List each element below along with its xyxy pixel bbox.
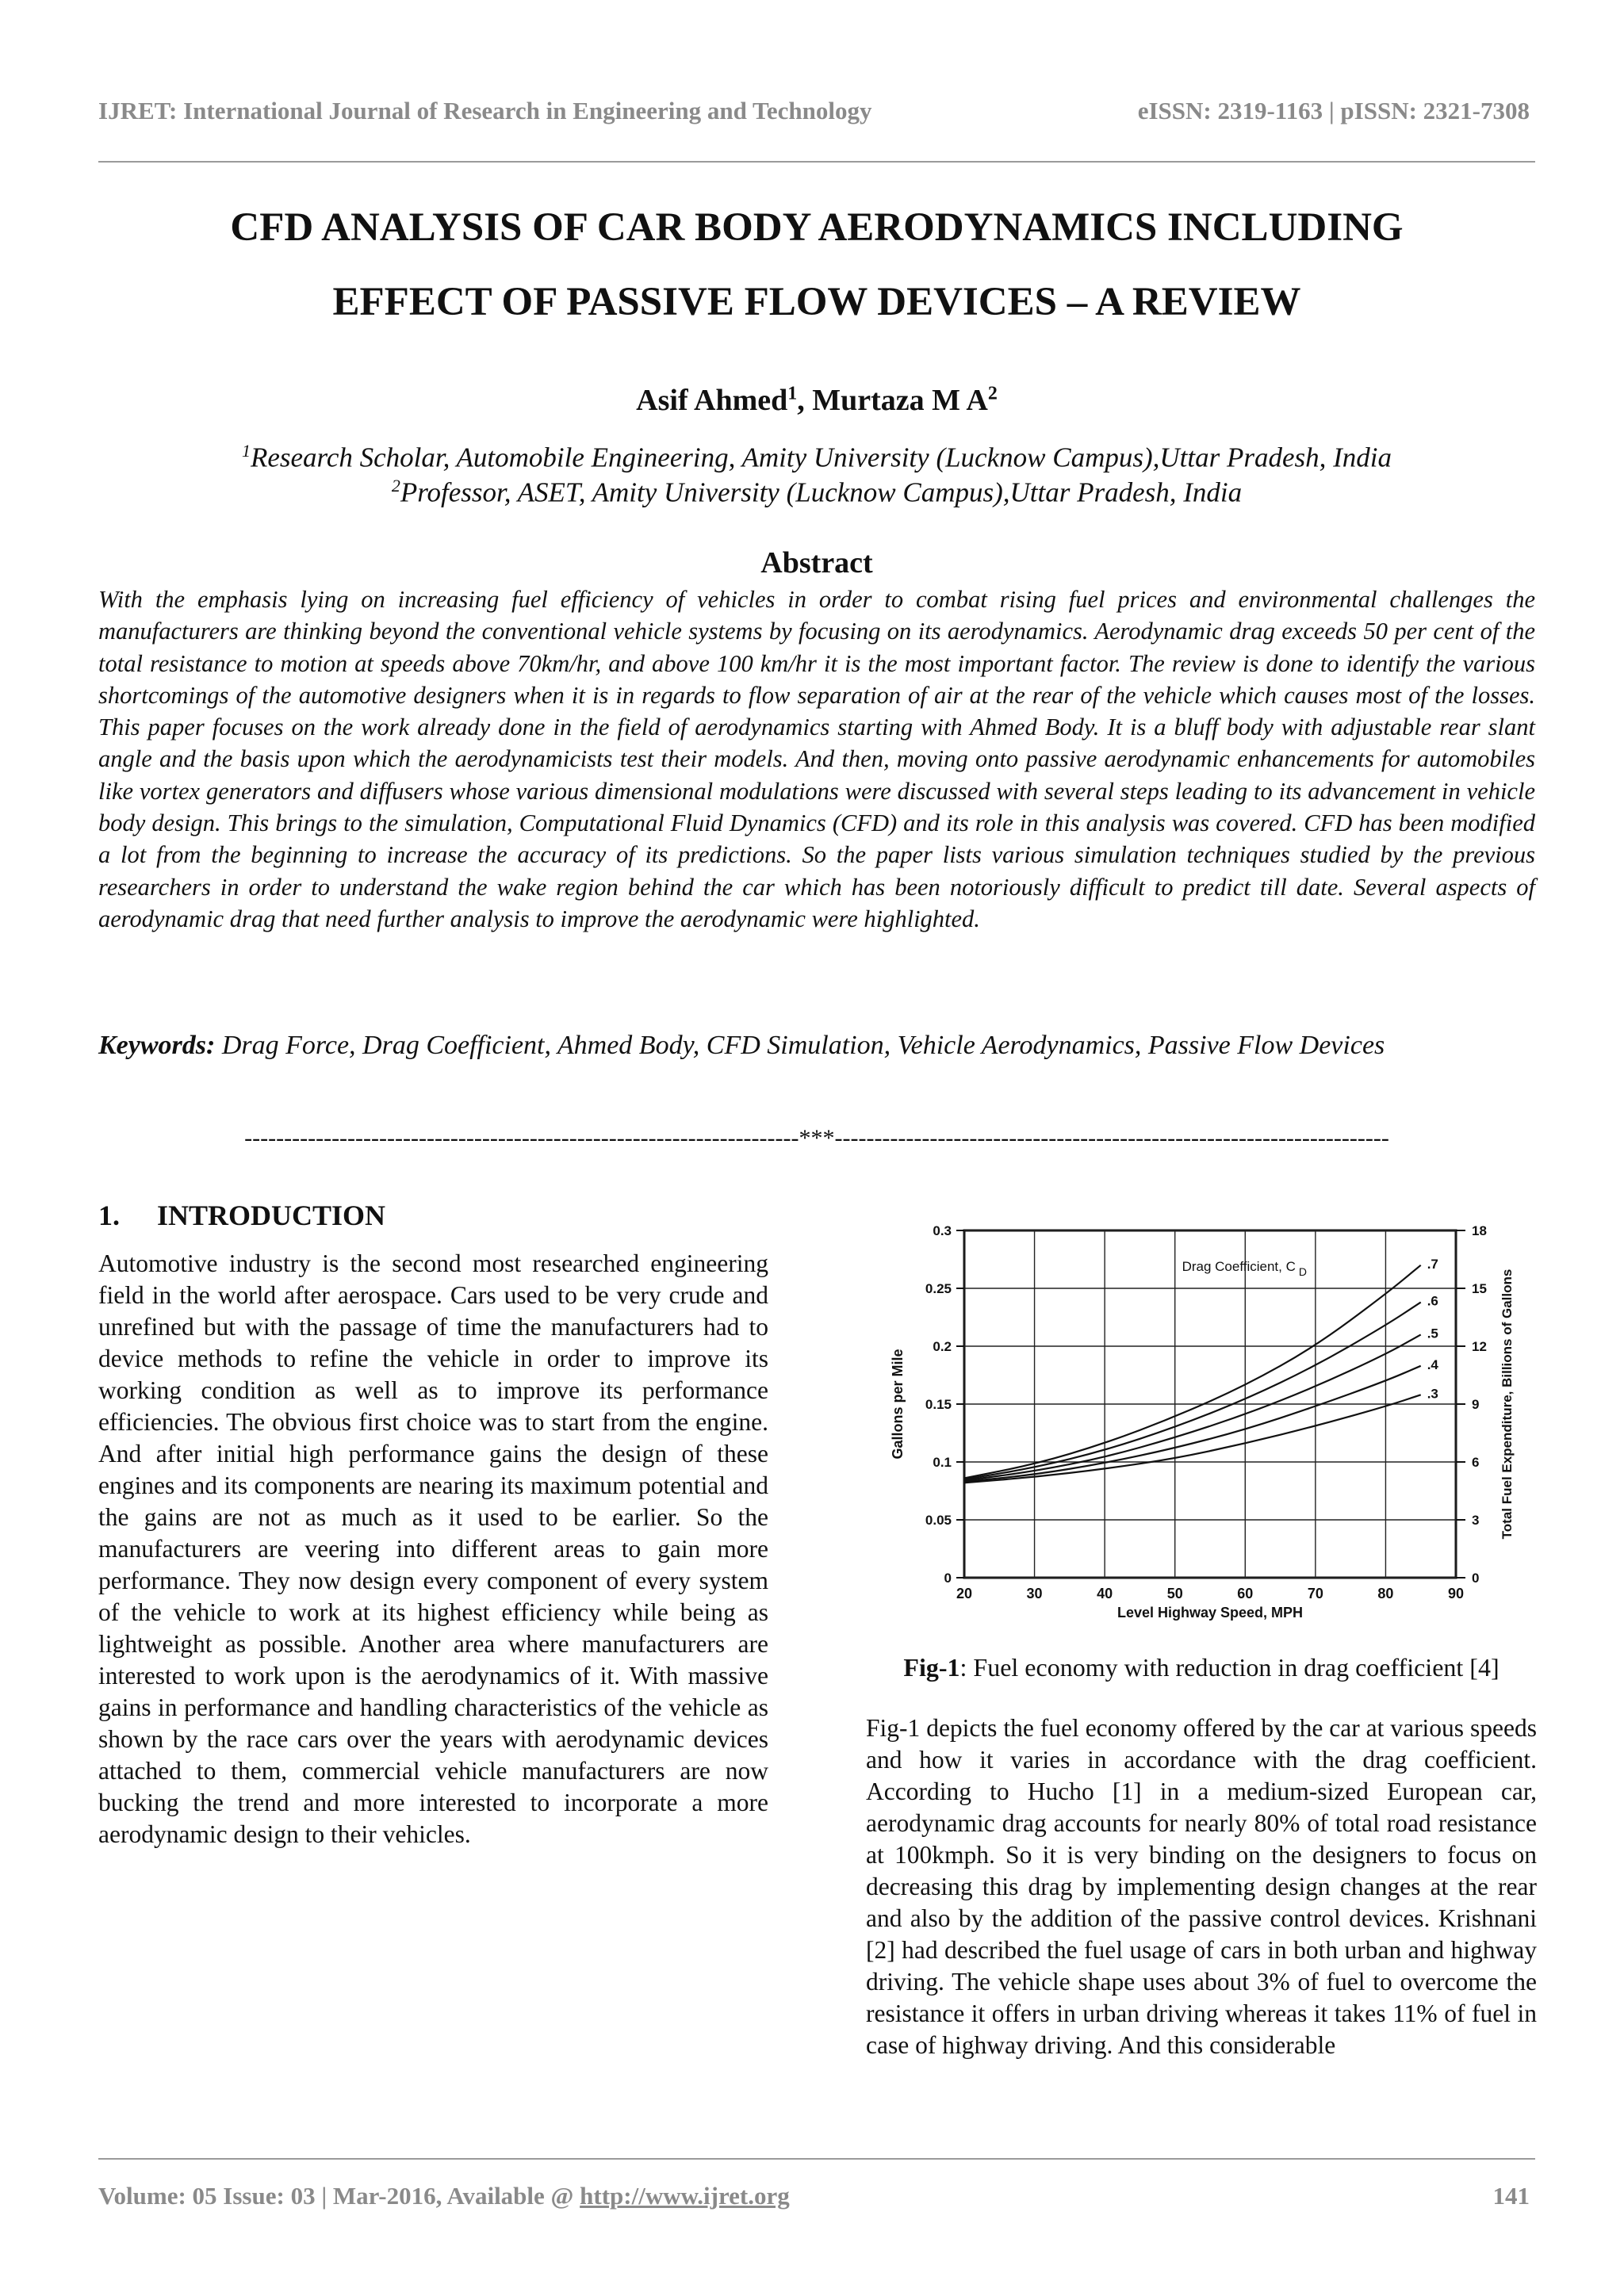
- y-axis-label: Gallons per Mile: [890, 1349, 906, 1460]
- authors: [98, 383, 1535, 418]
- journal-header: IJRET: International Journal of Research in Engineering and Technology: [98, 97, 872, 124]
- section-heading: [98, 1199, 385, 1232]
- y-tick-label: 0.3: [933, 1223, 952, 1238]
- intro-right-paragraph: Fig-1 depicts the fuel economy offered by the car at various speeds and how it varies in accordance with the drag coefficient. According to Hucho [1] in a medium-sized European car, aerodynamic drag accounts for nearly 80% of total road resistance at 100kmph. So it is very binding on the designers to focus on decreasing this drag by implementing design changes at the rear and also by the addition of the passive control devices. Krishnani [2] had described the fuel usage of cars in both urban and highway driving. The vehicle shape uses about 3% of fuel to overcome the resistance it offers in urban driving whereas it takes 11% of fuel in case of highway driving. And this considerable: [866, 1714, 1537, 2059]
- y2-tick-label: 18: [1472, 1223, 1487, 1238]
- x-tick-label: 40: [1097, 1586, 1113, 1601]
- series-label: .3: [1427, 1386, 1438, 1402]
- chart-annotation: [1182, 1259, 1307, 1278]
- series-line-cd5: [964, 1334, 1421, 1480]
- x-tick-label: 70: [1307, 1586, 1323, 1601]
- series-label: .6: [1427, 1293, 1438, 1309]
- y2-tick-label: 6: [1472, 1455, 1480, 1470]
- header-rule: [98, 161, 1535, 163]
- footer-volume: [98, 2182, 790, 2210]
- author-separator: ,: [797, 384, 813, 417]
- author-1: Asif Ahmed: [636, 384, 788, 417]
- y-tick-label: 0.25: [925, 1281, 952, 1296]
- author-2-sup: 2: [987, 383, 998, 404]
- section-number: 1.: [98, 1200, 120, 1231]
- y-ticks: [925, 1223, 964, 1586]
- figure-label: Fig-1: [903, 1653, 960, 1682]
- keywords-label: Keywords:: [98, 1031, 216, 1060]
- paper-title-line1: CFD ANALYSIS OF CAR BODY AERODYNAMICS INCLUDING: [230, 205, 1404, 250]
- y2-axis-label: Total Fuel Expenditure, Billions of Gallons: [1500, 1269, 1515, 1540]
- affiliation-2: [98, 476, 1535, 509]
- series-labels: [1427, 1257, 1439, 1402]
- affiliation-1-sup: 1: [241, 441, 251, 461]
- y-tick-label: 0: [944, 1571, 952, 1586]
- y2-tick-label: 0: [1472, 1571, 1480, 1586]
- author-2: Murtaza M A: [812, 384, 988, 417]
- y2-ticks: [1456, 1223, 1487, 1586]
- y-tick-label: 0.1: [933, 1455, 952, 1470]
- y-tick-label: 0.15: [925, 1397, 952, 1412]
- series-label: .4: [1427, 1357, 1438, 1372]
- affiliation-1: [98, 441, 1535, 474]
- affiliation-2-text: Professor, ASET, Amity University (Lucknow Campus),Uttar Pradesh, India: [400, 476, 1243, 508]
- y2-tick-label: 9: [1472, 1397, 1480, 1412]
- chart-grid: [964, 1230, 1456, 1578]
- footer-link[interactable]: http://www.ijret.org: [580, 2182, 790, 2210]
- x-tick-label: 80: [1377, 1586, 1394, 1601]
- x-axis-label: Level Highway Speed, MPH: [1116, 1605, 1304, 1621]
- y2-tick-label: 3: [1472, 1513, 1480, 1528]
- chart-annotation-text: Drag Coefficient, C: [1182, 1259, 1296, 1275]
- footer-volume-text: Volume: 05 Issue: 03 | Mar-2016, Available @: [98, 2182, 580, 2210]
- section-divider: ----------------------------------------------------------------------***----------------------------------------------------------------------: [244, 1125, 1389, 1151]
- x-tick-label: 20: [956, 1586, 973, 1601]
- fuel-economy-chart: [872, 1213, 1537, 1638]
- chart-annotation-sub: D: [1298, 1265, 1308, 1279]
- footer-rule: [98, 2158, 1535, 2160]
- series-label: .5: [1427, 1326, 1438, 1341]
- affiliation-1-text: Research Scholar, Automobile Engineering, Amity University (Lucknow Campus),Uttar Pradesh, India: [250, 442, 1392, 473]
- y2-tick-label: 15: [1472, 1281, 1487, 1296]
- section-title: INTRODUCTION: [157, 1200, 386, 1231]
- y-tick-label: 0.05: [925, 1513, 952, 1528]
- y2-tick-label: 12: [1472, 1339, 1487, 1354]
- y-tick-label: 0.2: [933, 1339, 952, 1354]
- keywords: [98, 1019, 1535, 1073]
- author-1-sup: 1: [787, 383, 798, 404]
- page-number: 141: [1492, 2182, 1530, 2210]
- series-label: .7: [1427, 1256, 1438, 1272]
- series-line-cd7: [964, 1265, 1421, 1479]
- keywords-text: Drag Force, Drag Coefficient, Ahmed Body, CFD Simulation, Vehicle Aerodynamics, Passive Flow Devices: [215, 1031, 1385, 1060]
- intro-left-paragraph: Automotive industry is the second most researched engineering field in the world after aerospace. Cars used to be very crude and unrefined but with the passage of time the manufacturers had to device methods to refine the vehicle in order to improve its working condition as well as to improve its performance efficiencies. The obvious first choice was to start from the engine. And after initial high performance gains the design of these engines and its components are nearing its maximum potential and the gains are not as much as it used to be earlier. So the manufacturers are veering into different areas to gain more performance. They now design every component of every system of the vehicle to work at its highest efficiency while being as lightweight as possible. Another area where manufacturers are interested to work upon is the aerodynamics of it. With massive gains in performance and handling characteristics of the vehicle as shown by the race cars over the years with aerodynamic devices attached to them, commercial vehicle manufacturers are now bucking the trend and more interested to incorporate a more aerodynamic design to their vehicles.: [98, 1249, 768, 1848]
- abstract-text: With the emphasis lying on increasing fuel efficiency of vehicles in order to combat rising fuel prices and environmental challenges the manufacturers are thinking beyond the conventional vehicle systems by focusing on its aerodynamics. Aerodynamic drag exceeds 50 per cent of the total resistance to motion at speeds above 70km/hr, and above 100 km/hr it is the most important factor. The review is done to identify the various shortcomings of the automotive designers when it is in regards to flow separation of air at the rear of the vehicle which causes most of the losses. This paper focuses on the work already done in the field of aerodynamics starting with Ahmed Body. It is a bluff body with adjustable rear slant angle and the basis upon which the aerodynamicists test their models. And then, moving onto passive aerodynamic enhancements for automobiles like vortex generators and diffusers whose various dimensional modulations were discussed with several steps leading to its advancement in vehicle body design. This brings to the simulation, Computational Fluid Dynamics (CFD) and its role in this analysis was covered. CFD has been modified a lot from the beginning to increase the accuracy of its predictions. So the paper lists various simulation techniques studied by the previous researchers in order to understand the wake region behind the car which has been notoriously difficult to predict till date. Several aspects of aerodynamic drag that need further analysis to improve the aerodynamic were highlighted.: [98, 586, 1535, 932]
- series-line-cd6: [964, 1303, 1421, 1479]
- x-tick-label: 30: [1026, 1586, 1043, 1601]
- figure-caption-text: : Fuel economy with reduction in drag coefficient [4]: [959, 1653, 1500, 1682]
- x-ticks: [956, 1586, 1464, 1601]
- abstract-heading: Abstract: [760, 546, 873, 580]
- x-tick-label: 90: [1447, 1586, 1465, 1601]
- affiliation-2-sup: 2: [391, 476, 400, 496]
- x-tick-label: 50: [1166, 1586, 1183, 1601]
- x-tick-label: 60: [1237, 1586, 1254, 1601]
- paper-title-line2: EFFECT OF PASSIVE FLOW DEVICES – A REVIEW: [332, 280, 1301, 324]
- issn-header: eISSN: 2319-1163 | pISSN: 2321-7308: [1137, 97, 1530, 124]
- series-lines: [964, 1265, 1421, 1483]
- figure-caption: [866, 1653, 1537, 1682]
